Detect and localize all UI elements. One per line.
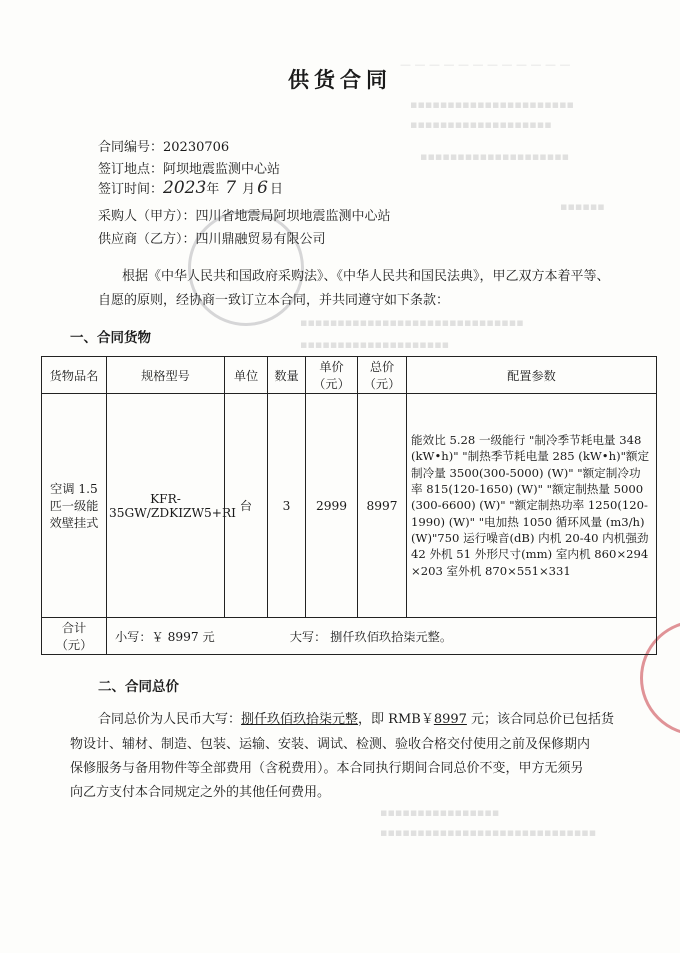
header-price-l2: （元）: [313, 377, 350, 391]
signing-place-line: [98, 158, 280, 177]
total-small: 小写：￥ 8997 元: [115, 629, 215, 644]
intro-line-1: 根据《中华人民共和国政府采购法》、《中华人民共和国民法典》，甲乙双方本着平等、: [122, 269, 610, 284]
header-name: 货物品名: [42, 357, 107, 394]
cell-model-l2: 35GW/ZDKIZW5+RI: [109, 505, 236, 520]
handwritten-day: 6: [257, 178, 268, 198]
bleed-through-text: ▪▪▪▪▪▪▪▪▪▪▪▪▪▪▪▪: [380, 806, 500, 819]
total-label-l1: 合计: [61, 621, 87, 635]
price-para-line-4: 向乙方支付本合同规定之外的其他任何费用。: [70, 785, 331, 800]
intro-line-2: 自愿的原则，经协商一致订立本合同，并共同遵守如下条款：: [98, 293, 450, 308]
day-unit: 日: [269, 182, 283, 197]
handwritten-month: 7: [225, 178, 237, 198]
contract-number-line: [98, 136, 229, 155]
header-total: [358, 357, 407, 394]
signing-place: 阿坝地震监测中心站: [163, 162, 281, 177]
price-para-l1a: 合同总价为人民币大写：: [98, 712, 242, 727]
total-label-l2: （元）: [55, 638, 93, 652]
total-big: 大写： 捌仟玖佰玖拾柒元整。: [289, 629, 453, 644]
section-2-heading: 二、合同总价: [98, 679, 179, 695]
buyer-name: 四川省地震局阿坝地震监测中心站: [195, 209, 391, 224]
cell-model: [107, 394, 236, 618]
price-para-l1e: 元；该合同总价已包括货: [466, 712, 615, 727]
bleed-through-text: ▪▪▪▪▪▪: [560, 200, 605, 213]
buyer-line: [98, 205, 391, 224]
header-spec: 配置参数: [407, 357, 657, 394]
price-amount-number: 8997: [433, 712, 467, 727]
goods-table: [41, 356, 657, 655]
price-para-line-3: 保修服务与备用物件等全部费用（含税费用）。本合同执行期间合同总价不变，甲方无须另: [70, 761, 584, 776]
total-label: [42, 618, 107, 655]
bleed-through-text: ▪▪▪▪▪▪▪▪▪▪▪▪▪▪▪▪▪▪▪▪: [420, 150, 570, 163]
buyer-label: 采购人（甲方）：: [98, 209, 196, 224]
bleed-through-text: ▪▪▪▪▪▪▪▪▪▪▪▪▪▪▪▪▪▪▪▪▪▪: [410, 98, 575, 111]
signing-time-line: [98, 178, 283, 198]
supplier-label: 供应商（乙方）：: [98, 232, 196, 247]
bleed-through-text: ▪▪▪▪▪▪▪▪▪▪▪▪▪▪▪▪▪▪▪▪▪▪▪▪▪▪▪▪▪▪: [300, 316, 524, 329]
signing-place-label: 签订地点：: [98, 162, 164, 177]
table-total-row: [42, 618, 657, 655]
header-total-l1: 总价: [369, 360, 395, 374]
header-price: [306, 357, 358, 394]
handwritten-year: 2023: [163, 178, 207, 198]
cell-spec: 能效比 5.28 一级能行 "制冷季节耗电量 348 (kW•h)" "制热季节耗电量 285 (kW•h)"额定制冷量 3500(300-5000) (W)" "额定制冷功率 815(120-1650) (W)" "额定制热量 5000(300-6600) (W)" "额定制热功率 1250(120-1990) (W)" "电加热 1050 循环风量 (m3/h) (W)"750 运行噪音(dB) 内机 20-40 内机强劲 42 外机 51 外形尺寸(mm) 室内机 860×294×203 室外机 870×551×331: [407, 394, 657, 618]
bleed-through-text: — — — — — — — — — — — —: [400, 58, 571, 71]
header-total-l2: （元）: [363, 377, 401, 391]
cell-qty: 3: [268, 394, 306, 618]
contract-number: 20230706: [163, 140, 230, 155]
supplier-name: 四川鼎融贸易有限公司: [195, 232, 326, 247]
cell-price: 2999: [306, 394, 358, 618]
signing-time-label: 签订时间：: [98, 182, 164, 197]
bleed-through-text: ▪▪▪▪▪▪▪▪▪▪▪▪▪▪▪▪▪▪▪▪▪▪▪▪▪▪▪▪▪: [380, 826, 597, 839]
header-unit: 单位: [225, 357, 268, 394]
header-model: 规格型号: [107, 357, 225, 394]
contract-number-label: 合同编号：: [98, 140, 164, 155]
price-para-line-2: 物设计、辅材、制造、包装、运输、安装、调试、检测、验收合格交付使用之前及保修期内: [70, 737, 591, 752]
table-header-row: [42, 357, 657, 394]
section-1-heading: 一、合同货物: [70, 330, 151, 346]
cell-total: 8997: [358, 394, 407, 618]
year-unit: 年: [206, 182, 220, 197]
cell-name-l2: 匹一级能: [49, 499, 99, 513]
month-unit: 月: [242, 182, 256, 197]
cell-name: [42, 394, 107, 618]
cell-model-l1: KFR-: [150, 491, 181, 506]
cell-unit: 台: [225, 394, 268, 618]
header-price-l1: 单价: [319, 360, 344, 374]
header-qty: 数量: [268, 357, 306, 394]
price-para-l1c: ，即 RMB￥: [358, 712, 434, 727]
cell-name-l3: 效壁挂式: [49, 516, 99, 530]
bleed-through-text: ▪▪▪▪▪▪▪▪▪▪▪▪▪▪▪▪▪▪▪▪: [300, 338, 450, 351]
price-amount-words: 捌仟玖佰玖拾柒元整: [241, 712, 359, 727]
bleed-through-text: ▪▪▪▪▪▪▪▪▪▪▪▪▪▪▪▪▪▪▪: [410, 118, 552, 131]
cell-name-l1: 空调 1.5: [50, 482, 98, 496]
table-row: [42, 394, 657, 618]
total-amount: [107, 618, 657, 655]
document-title: 供货合同: [288, 67, 392, 92]
supplier-line: [98, 228, 326, 247]
price-para-line-1: [98, 708, 614, 732]
